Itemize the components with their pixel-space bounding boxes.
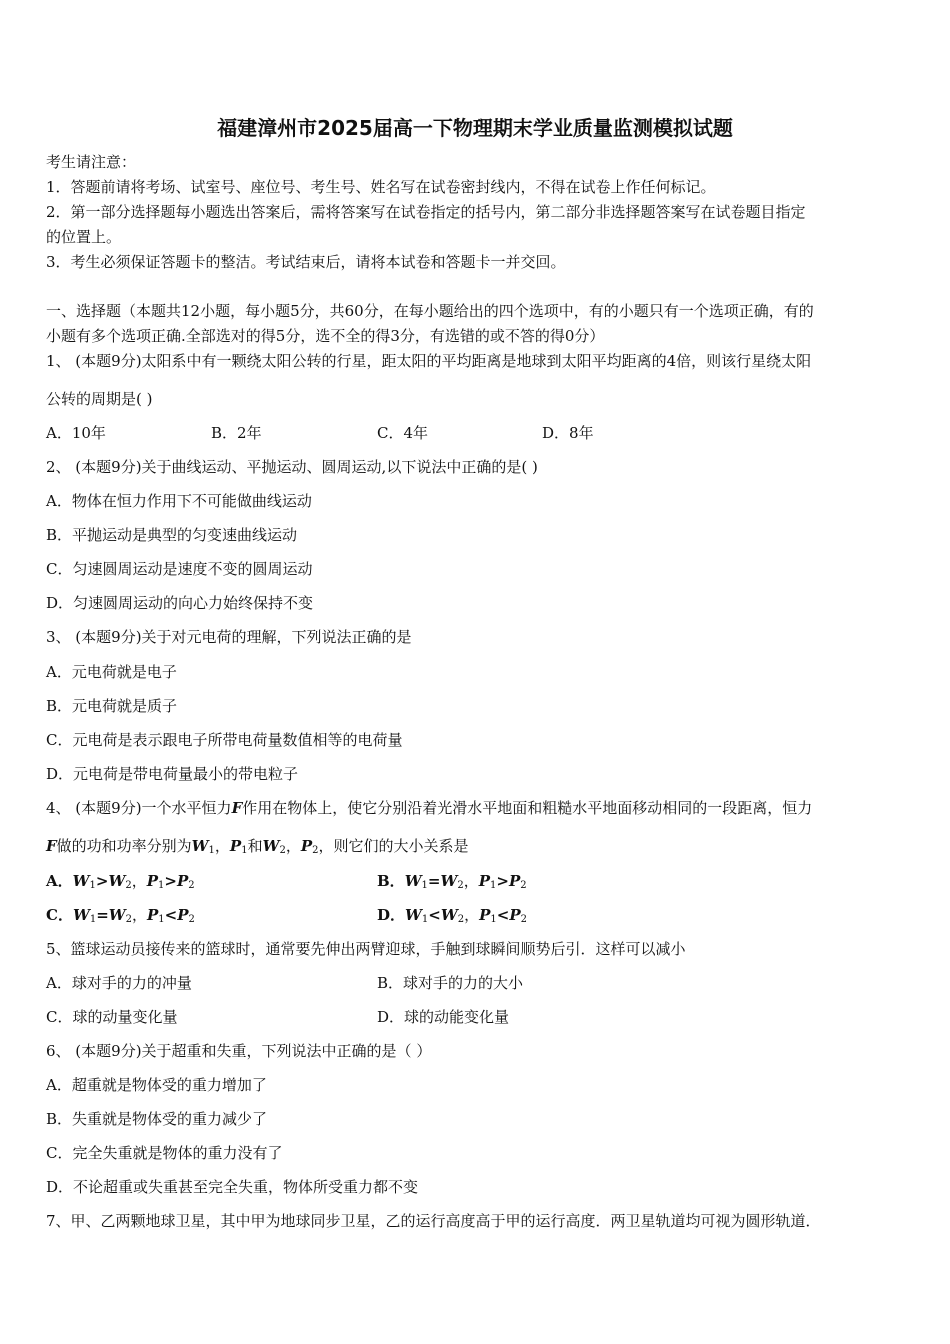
q5-stem: 5、篮球运动员接传来的篮球时，通常要先伸出两臂迎球，手触到球瞬间顺势后引．这样可以减小 [46, 940, 686, 958]
q5-option-d: D．球的动能变化量 [377, 1008, 510, 1026]
section-instructions-cont: 小题有多个选项正确.全部选对的得5分，选不全的得3分，有选错的或不答的得0分） [46, 327, 605, 345]
q5-option-c: C．球的动量变化量 [46, 1008, 178, 1026]
q1-option-d: D．8年 [542, 424, 594, 442]
notice-item-2: 2．第一部分选择题每小题选出答案后，需将答案写在试卷指定的括号内，第二部分非选择题答案写在试卷题目指定 [46, 203, 806, 221]
notice-item-3: 3．考生必须保证答题卡的整洁。考试结束后，请将本试卷和答题卡一并交回。 [46, 253, 566, 271]
section-instructions: 一、选择题（本题共12小题，每小题5分，共60分，在每小题给出的四个选项中，有的小题只有一个选项正确，有的 [46, 302, 814, 320]
q5-option-a: A．球对手的力的冲量 [46, 974, 192, 992]
notice-item-2-cont: 的位置上。 [46, 228, 122, 246]
q1-option-c: C．4年 [377, 424, 429, 442]
q2-option-d: D．匀速圆周运动的向心力始终保持不变 [46, 594, 314, 612]
q6-option-a: A．超重就是物体受的重力增加了 [46, 1076, 267, 1094]
q4-option-b: B．$W_1=W_2$，$P_1>P_2$ [377, 872, 527, 891]
q1-option-a: A．10年 [46, 424, 106, 442]
q7-stem: 7、甲、乙两颗地球卫星，其中甲为地球同步卫星，乙的运行高度高于甲的运行高度．两卫星轨道均可视为圆形轨道． [46, 1212, 821, 1230]
q3-option-b: B．元电荷就是质子 [46, 697, 178, 715]
q6-option-b: B．失重就是物体受的重力减少了 [46, 1110, 268, 1128]
q3-option-a: A．元电荷就是电子 [46, 663, 177, 681]
q1-stem-cont: 公转的周期是( ) [46, 390, 153, 408]
q4-option-d: D．$W_1<W_2$，$P_1<P_2$ [377, 906, 527, 925]
q2-stem: 2、 (本题9分)关于曲线运动、平抛运动、圆周运动,以下说法中正确的是( ) [46, 458, 538, 476]
q3-option-c: C．元电荷是表示跟电子所带电荷量数值相等的电荷量 [46, 731, 403, 749]
q1-stem: 1、 (本题9分)太阳系中有一颗绕太阳公转的行星，距太阳的平均距离是地球到太阳平均距离的4倍，则该行星绕太阳 [46, 352, 812, 370]
q6-option-d: D．不论超重或失重甚至完全失重，物体所受重力都不变 [46, 1178, 419, 1196]
q2-option-c: C．匀速圆周运动是速度不变的圆周运动 [46, 560, 313, 578]
q1-option-b: B．2年 [211, 424, 262, 442]
q3-stem: 3、 (本题9分)关于对元电荷的理解，下列说法正确的是 [46, 628, 412, 646]
page-title: 福建漳州市2025届高一下物理期末学业质量监测模拟试题 [217, 116, 733, 140]
q2-option-a: A．物体在恒力作用下不可能做曲线运动 [46, 492, 312, 510]
notice-item-1: 1．答题前请将考场、试室号、座位号、考生号、姓名写在试卷密封线内，不得在试卷上作任何标记。 [46, 178, 716, 196]
q4-stem: 4、 (本题9分)一个水平恒力F作用在物体上，使它分别沿着光滑水平地面和粗糙水平地面移动相同的一段距离，恒力 [46, 799, 813, 817]
q4-option-a: A．$W_1>W_2$，$P_1>P_2$ [46, 872, 195, 891]
q5-option-b: B．球对手的力的大小 [377, 974, 524, 992]
q3-option-d: D．元电荷是带电荷量最小的带电粒子 [46, 765, 299, 783]
q2-option-b: B．平抛运动是典型的匀变速曲线运动 [46, 526, 298, 544]
q4-stem-cont: F做的功和功率分别为$W_1$，$P_1$和$W_2$，$P_2$，则它们的大小关系是 [46, 837, 469, 856]
q4-option-c: C．$W_1=W_2$，$P_1<P_2$ [46, 906, 195, 925]
q6-stem: 6、 (本题9分)关于超重和失重，下列说法中正确的是（ ） [46, 1042, 432, 1060]
notice-heading: 考生请注意： [46, 153, 137, 171]
q6-option-c: C．完全失重就是物体的重力没有了 [46, 1144, 283, 1162]
